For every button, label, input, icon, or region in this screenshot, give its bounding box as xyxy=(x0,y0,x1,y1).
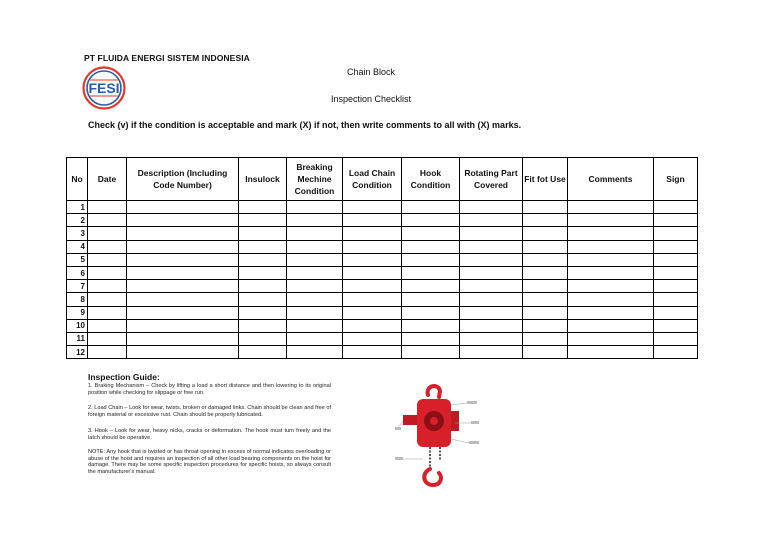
row-number: 12 xyxy=(67,346,88,359)
table-cell xyxy=(523,266,568,279)
column-header-sign: Sign xyxy=(654,158,698,201)
table-cell xyxy=(343,332,402,345)
table-cell xyxy=(460,253,523,266)
table-cell xyxy=(239,306,287,319)
table-cell xyxy=(568,280,654,293)
row-number: 6 xyxy=(67,266,88,279)
table-cell xyxy=(568,332,654,345)
table-cell xyxy=(523,240,568,253)
table-cell xyxy=(239,227,287,240)
guide-item-hook: 3. Hook – Look for wear, heavy nicks, cracks or deformation. The hook must turn freely and the latch should be operative. xyxy=(88,428,331,441)
table-cell xyxy=(239,253,287,266)
table-cell xyxy=(287,266,343,279)
table-cell xyxy=(239,293,287,306)
table-cell xyxy=(287,306,343,319)
company-name: PT FLUIDA ENERGI SISTEM INDONESIA xyxy=(84,53,250,63)
table-cell xyxy=(88,332,127,345)
table-cell xyxy=(402,332,460,345)
table-cell xyxy=(343,201,402,214)
table-cell xyxy=(460,280,523,293)
column-header-breaking: Breaking Mechine Condition xyxy=(287,158,343,201)
table-cell xyxy=(402,253,460,266)
guide-item-load-chain: 2. Load Chain – Look for wear, twists, broken or damaged links. Chain should be clean and free of foreign material or excessive rust. Chain should be properly lubricated. xyxy=(88,405,331,418)
table-cell xyxy=(127,240,239,253)
table-cell xyxy=(523,332,568,345)
table-cell xyxy=(460,293,523,306)
table-row xyxy=(67,227,698,240)
table-cell xyxy=(127,346,239,359)
table-cell xyxy=(402,240,460,253)
table-cell xyxy=(287,227,343,240)
table-cell xyxy=(127,293,239,306)
table-cell xyxy=(460,214,523,227)
guide-note: NOTE: Any hook that is twisted or has throat opening in excess of normal indicates overloading or abuse of the hoist and requires an inspection of all other load bearing components on the hoist for damage. There may be some specific inspection procedures for specific hoists, so always consult the manufacturer's manual. xyxy=(88,449,331,475)
logo-text: FESI xyxy=(88,80,120,96)
table-cell xyxy=(402,214,460,227)
column-header-date: Date xyxy=(88,158,127,201)
table-cell xyxy=(343,253,402,266)
table-cell xyxy=(654,227,698,240)
row-number: 4 xyxy=(67,240,88,253)
table-cell xyxy=(654,280,698,293)
table-cell xyxy=(88,253,127,266)
table-cell xyxy=(127,214,239,227)
table-cell xyxy=(88,240,127,253)
column-header-insulock: Insulock xyxy=(239,158,287,201)
row-number: 5 xyxy=(67,253,88,266)
column-header-fit-for-use: Fit fot Use xyxy=(523,158,568,201)
table-row xyxy=(67,214,698,227)
table-row xyxy=(67,332,698,345)
column-header-rotating-part: Rotating Part Covered xyxy=(460,158,523,201)
table-cell xyxy=(568,266,654,279)
table-cell xyxy=(460,266,523,279)
table-cell xyxy=(568,201,654,214)
table-row xyxy=(67,201,698,214)
table-cell xyxy=(654,266,698,279)
inspection-table xyxy=(66,157,698,359)
table-cell xyxy=(88,306,127,319)
table-cell xyxy=(239,332,287,345)
row-number: 1 xyxy=(67,201,88,214)
table-cell xyxy=(460,227,523,240)
table-cell xyxy=(287,253,343,266)
table-cell xyxy=(127,319,239,332)
table-cell xyxy=(523,319,568,332)
inspection-guide-title: Inspection Guide: xyxy=(88,372,160,382)
table-cell xyxy=(127,332,239,345)
table-cell xyxy=(127,306,239,319)
row-number: 9 xyxy=(67,306,88,319)
table-cell xyxy=(568,214,654,227)
table-row xyxy=(67,319,698,332)
table-cell xyxy=(127,201,239,214)
row-number: 10 xyxy=(67,319,88,332)
table-cell xyxy=(460,346,523,359)
row-number: 11 xyxy=(67,332,88,345)
table-cell xyxy=(654,332,698,345)
table-body xyxy=(67,201,698,359)
table-cell xyxy=(239,201,287,214)
table-cell xyxy=(654,253,698,266)
table-cell xyxy=(654,346,698,359)
column-header-load-chain: Load Chain Condition xyxy=(343,158,402,201)
table-cell xyxy=(654,293,698,306)
table-cell xyxy=(287,332,343,345)
table-cell xyxy=(523,253,568,266)
column-header-hook: Hook Condition xyxy=(402,158,460,201)
table-cell xyxy=(239,214,287,227)
table-cell xyxy=(402,319,460,332)
table-cell xyxy=(239,266,287,279)
column-header-no: No xyxy=(67,158,88,201)
table-row xyxy=(67,346,698,359)
document-subtitle: Inspection Checklist xyxy=(330,94,412,104)
table-cell xyxy=(88,346,127,359)
table-cell xyxy=(402,201,460,214)
table-cell xyxy=(402,280,460,293)
table-cell xyxy=(523,214,568,227)
table-cell xyxy=(287,346,343,359)
table-cell xyxy=(402,346,460,359)
table-row xyxy=(67,240,698,253)
table-cell xyxy=(568,346,654,359)
table-cell xyxy=(568,293,654,306)
table-cell xyxy=(287,240,343,253)
table-cell xyxy=(568,227,654,240)
table-cell xyxy=(523,346,568,359)
table-cell xyxy=(88,319,127,332)
table-cell xyxy=(287,280,343,293)
table-cell xyxy=(460,319,523,332)
table-cell xyxy=(343,346,402,359)
guide-item-braking: 1. Braking Mechanism – Check by lifting a load a short distance and then lowering to its original position while checking for slippage or free run. xyxy=(88,383,331,396)
table-cell xyxy=(568,319,654,332)
table-row xyxy=(67,293,698,306)
table-cell xyxy=(343,240,402,253)
table-row xyxy=(67,266,698,279)
company-logo xyxy=(82,66,126,110)
table-row xyxy=(67,306,698,319)
table-cell xyxy=(239,319,287,332)
column-header-comments: Comments xyxy=(568,158,654,201)
document-title: Chain Block xyxy=(346,67,396,77)
table-row xyxy=(67,280,698,293)
table-cell xyxy=(343,266,402,279)
table-cell xyxy=(287,201,343,214)
table-cell xyxy=(343,293,402,306)
table-cell xyxy=(523,280,568,293)
table-cell xyxy=(568,306,654,319)
table-cell xyxy=(402,266,460,279)
table-cell xyxy=(88,214,127,227)
table-cell xyxy=(523,201,568,214)
table-cell xyxy=(568,253,654,266)
table-cell xyxy=(88,280,127,293)
table-cell xyxy=(239,346,287,359)
table-cell xyxy=(654,214,698,227)
table-cell xyxy=(460,201,523,214)
table-cell xyxy=(88,293,127,306)
table-cell xyxy=(568,240,654,253)
table-cell xyxy=(460,332,523,345)
table-cell xyxy=(127,266,239,279)
table-cell xyxy=(287,214,343,227)
table-cell xyxy=(127,253,239,266)
table-row xyxy=(67,253,698,266)
table-cell xyxy=(523,306,568,319)
table-cell xyxy=(343,227,402,240)
row-number: 2 xyxy=(67,214,88,227)
table-cell xyxy=(460,240,523,253)
chain-block-diagram-image xyxy=(395,381,481,489)
table-cell xyxy=(654,319,698,332)
table-cell xyxy=(343,214,402,227)
table-cell xyxy=(523,293,568,306)
table-cell xyxy=(127,280,239,293)
instruction-text: Check (v) if the condition is acceptable and mark (X) if not, then write comments to all with (X) marks. xyxy=(88,120,522,130)
table-cell xyxy=(402,227,460,240)
table-cell xyxy=(402,293,460,306)
table-cell xyxy=(287,293,343,306)
table-cell xyxy=(239,280,287,293)
table-cell xyxy=(402,306,460,319)
table-cell xyxy=(460,306,523,319)
table-cell xyxy=(239,240,287,253)
table-cell xyxy=(343,306,402,319)
row-number: 8 xyxy=(67,293,88,306)
table-cell xyxy=(654,201,698,214)
table-cell xyxy=(654,306,698,319)
row-number: 3 xyxy=(67,227,88,240)
column-header-description: Description (Including Code Number) xyxy=(127,158,239,201)
table-cell xyxy=(88,227,127,240)
row-number: 7 xyxy=(67,280,88,293)
table-cell xyxy=(88,266,127,279)
table-cell xyxy=(127,227,239,240)
table-header-row xyxy=(67,158,698,201)
table-cell xyxy=(523,227,568,240)
table-cell xyxy=(287,319,343,332)
table-cell xyxy=(343,319,402,332)
table-cell xyxy=(343,280,402,293)
table-cell xyxy=(654,240,698,253)
table-cell xyxy=(88,201,127,214)
